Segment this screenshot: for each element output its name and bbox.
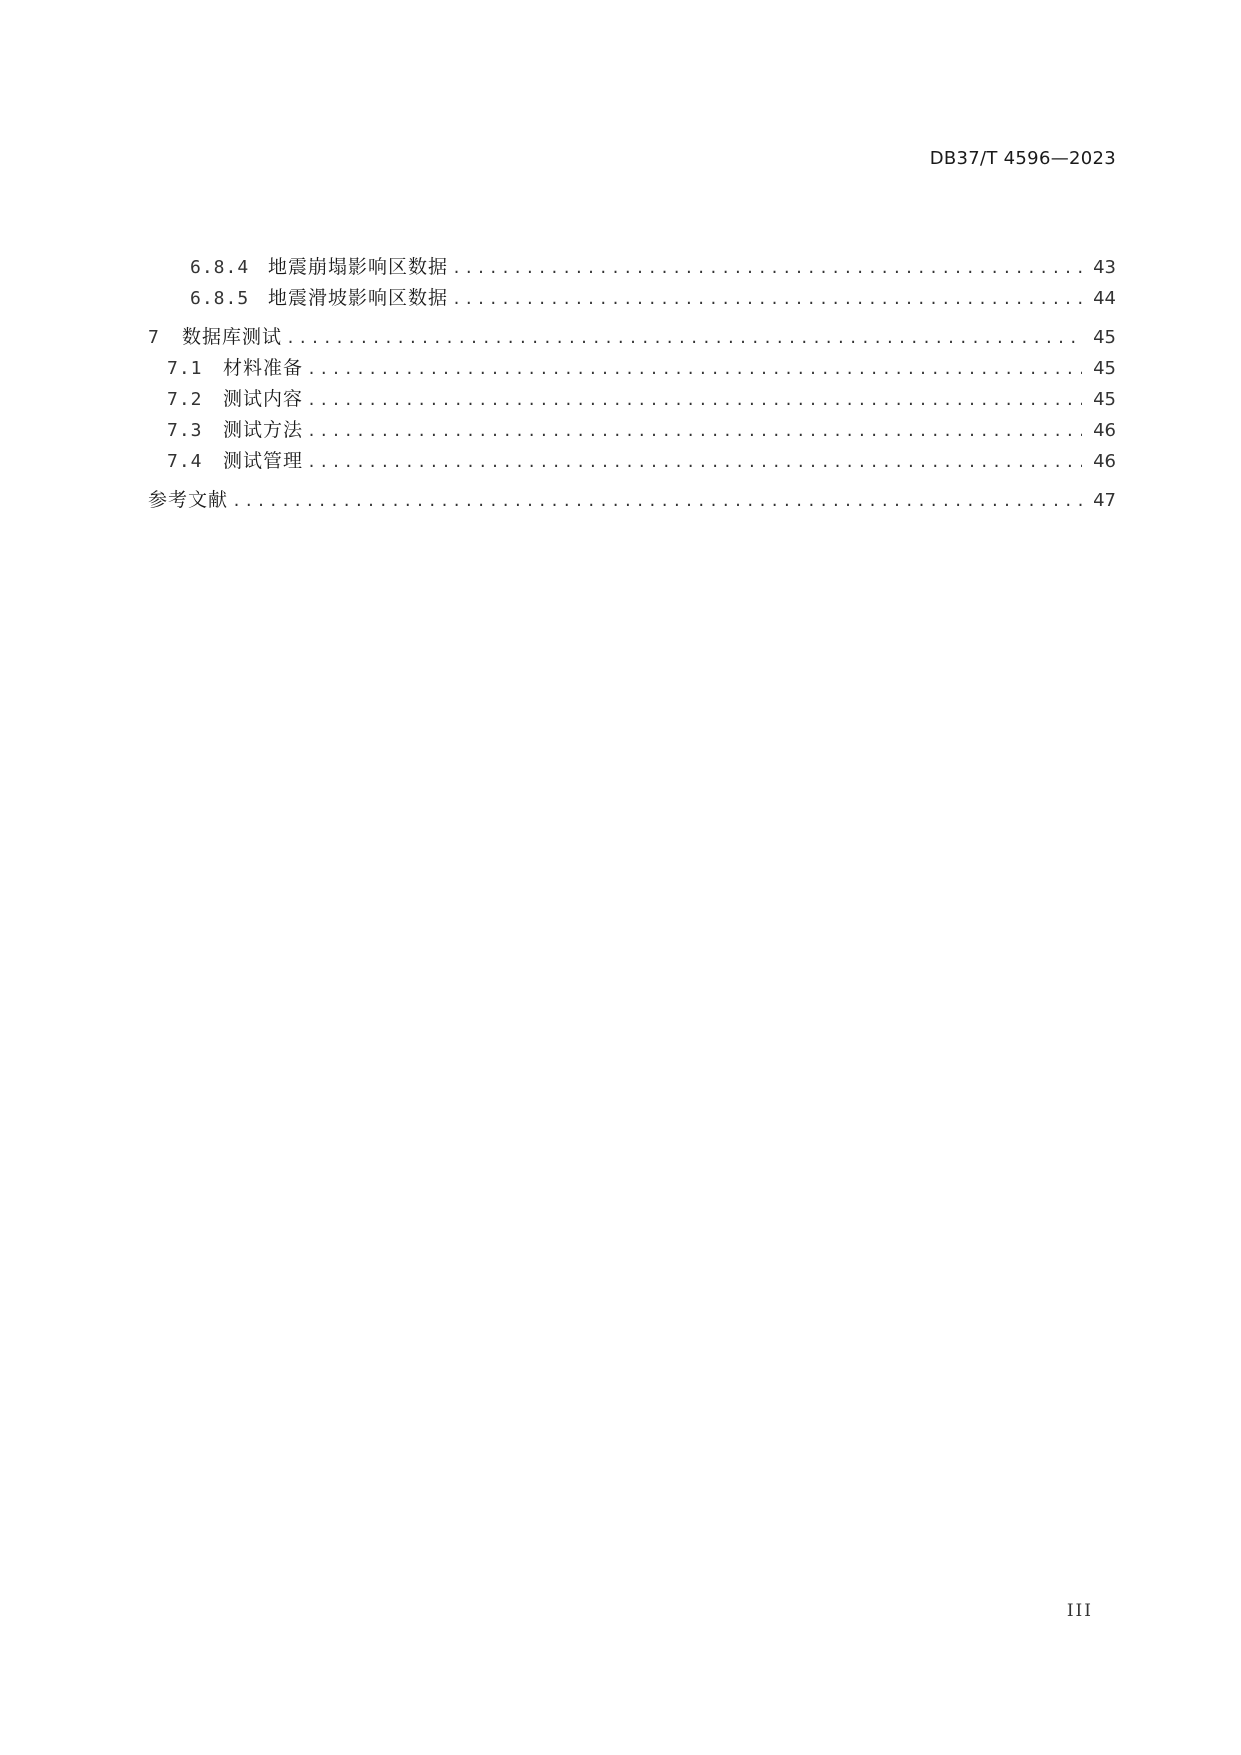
toc-entry-number: 7.3 (167, 420, 203, 441)
toc-entry-page: 46 (1093, 420, 1116, 441)
toc-entry-6-8-5[interactable] (148, 283, 1116, 314)
toc-entry-title: 地震滑坡影响区数据 (268, 287, 449, 309)
page-number: III (1066, 1601, 1093, 1621)
toc-entry-number: 7.4 (167, 451, 203, 472)
dot-leader (232, 492, 1082, 510)
toc-entry-page: 47 (1093, 490, 1116, 511)
toc-entry-page: 45 (1093, 389, 1116, 410)
dot-leader (286, 329, 1082, 347)
toc-entry-number: 7.2 (167, 389, 203, 410)
toc-entry-title: 测试内容 (223, 388, 304, 410)
toc-entry-page: 45 (1093, 358, 1116, 379)
toc-entry-7-2[interactable] (148, 384, 1116, 415)
toc-entry-page: 43 (1093, 257, 1116, 278)
toc-entry-page: 44 (1093, 288, 1116, 309)
toc-entry-6-8-4[interactable] (148, 252, 1116, 283)
toc-entry-number: 7 (148, 327, 160, 348)
toc-entry-7[interactable] (148, 322, 1116, 353)
toc-entry-title: 测试方法 (223, 419, 304, 441)
dot-leader (307, 422, 1082, 440)
toc-entry-number: 7.1 (167, 358, 203, 379)
dot-leader (307, 391, 1082, 409)
toc-entry-7-4[interactable] (148, 446, 1116, 477)
toc-entry-number: 6.8.5 (190, 288, 250, 309)
document-code: DB37/T 4596—2023 (929, 148, 1116, 169)
dot-leader (452, 259, 1082, 277)
toc-entry-title: 参考文献 (148, 489, 229, 511)
toc-entry-number: 6.8.4 (190, 257, 250, 278)
toc-entry-title: 材料准备 (223, 357, 304, 379)
toc-entry-title: 数据库测试 (182, 326, 283, 348)
dot-leader (452, 290, 1082, 308)
dot-leader (307, 360, 1082, 378)
toc-entry-7-3[interactable] (148, 415, 1116, 446)
toc-entry-title: 地震崩塌影响区数据 (268, 256, 449, 278)
toc-entry-page: 45 (1093, 327, 1116, 348)
toc-entry-page: 46 (1093, 451, 1116, 472)
toc-entry-references[interactable] (148, 485, 1116, 516)
toc-entry-7-1[interactable] (148, 353, 1116, 384)
dot-leader (307, 453, 1082, 471)
table-of-contents (148, 252, 1116, 516)
toc-entry-title: 测试管理 (223, 450, 304, 472)
